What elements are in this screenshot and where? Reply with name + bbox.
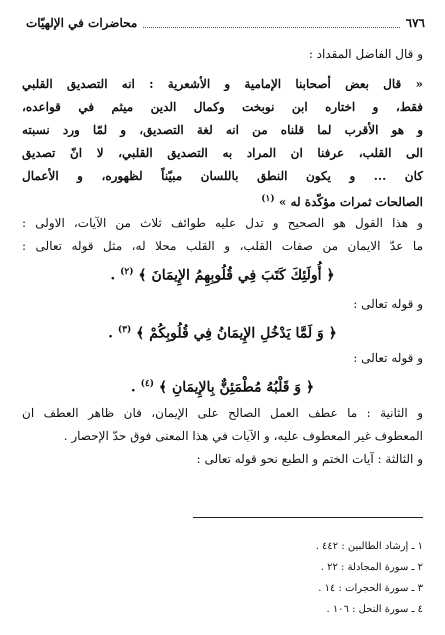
- footnote-ref-3: (٣): [117, 325, 132, 335]
- quote-line: « قال بعض أصحابنا الإمامية و الأشعرية : انه التصديق القلبي: [22, 77, 423, 91]
- verse-2: ﴿ وَ لَمَّا يَدْخُلِ الإِيمَانُ فِي قُلُوبِكُمْ ﴾ $^{(٣)}$ .: [108, 325, 337, 342]
- quote-line: فقط، و اختاره ابن نوبخت وكمال الدين ميثم في قواعده،: [22, 100, 423, 114]
- verse-1: ﴿ أُولَئِكَ كَتَبَ فِي قُلُوبِهِمُ الإِيمَانَ ﴾ $^{(٢)}$ .: [110, 267, 335, 284]
- paragraph-line: ما عدّ الايمان من صفات القلب، و القلب محلا له، مثل قوله تعالى :: [22, 239, 423, 253]
- paragraph-line: و الثانية : ما عطف العمل الصالح على الإيمان، فان ظاهر العطف ان: [22, 406, 423, 420]
- page-number: ٦٧٦: [405, 16, 425, 30]
- footnote-2: ٢ ـ سورة المجادلة : ٢٢ .: [320, 562, 423, 573]
- footnote-4: ٤ ـ سورة النحل : ١٠٦ .: [326, 604, 423, 615]
- quote-line: الى القلب، عرفنا ان المراد به التصديق القلبي، لا انّ تصديق: [22, 146, 423, 160]
- paragraph-line: و هذا القول هو الصحيح و تدل عليه طوائف ثلاث من الآيات، الاولى :: [22, 216, 423, 230]
- quote-line: كان ... و يكون النطق باللسان مبيّناً لظهوره، و الأعمال: [22, 169, 423, 183]
- paragraph-line: المعطوف غير المعطوف عليه، و الآيات في هذا المعنى فوق حدّ الإحصار .: [63, 429, 423, 443]
- verse-3-text: ﴿ وَ قَلْبُهُ مُطْمَئِنٌّ بِالإِيمَانِ ﴾: [158, 379, 315, 396]
- footnote-ref-1: (١): [261, 194, 275, 204]
- footnote-ref-4: (٤): [140, 379, 154, 389]
- footnote-divider: [193, 517, 423, 518]
- quote-last-line: [22, 191, 423, 210]
- footnote-3: ٣ ـ سورة الحجرات : ١٤ .: [318, 583, 423, 594]
- quote-line: و هو الأقرب لما قلناه من انه لغة التصديق، و لمّا ورد نسبته: [22, 123, 423, 137]
- verse-1-text: ﴿ أُولَئِكَ كَتَبَ فِي قُلُوبِهِمُ الإِيمَانَ ﴾: [138, 267, 335, 284]
- quote-last-text: الصالحات ثمرات مؤكّدة له »: [274, 195, 423, 209]
- verse-2-intro: و قوله تعالى :: [353, 297, 423, 311]
- verse-2-text: ﴿ وَ لَمَّا يَدْخُلِ الإِيمَانُ فِي قُلُوبِكُمْ ﴾: [136, 325, 337, 342]
- verse-3: ﴿ وَ قَلْبُهُ مُطْمَئِنٌّ بِالإِيمَانِ ﴾ $^{(٤)}$ .: [130, 379, 315, 396]
- header-dotted-leader: [143, 18, 399, 28]
- running-title: محاضرات في الإلهيّات: [26, 16, 138, 30]
- footnote-ref-2: (٢): [120, 267, 134, 277]
- verse-3-intro: و قوله تعالى :: [353, 351, 423, 365]
- footnote-1: ١ ـ إرشاد الطالبين : ٤٤٢ .: [315, 541, 423, 552]
- intro-line: و قال الفاضل المقداد :: [308, 47, 423, 61]
- paragraph-line: و الثالثة : آيات الختم و الطبع نحو قوله تعالى :: [196, 452, 423, 466]
- page-header: [26, 14, 425, 32]
